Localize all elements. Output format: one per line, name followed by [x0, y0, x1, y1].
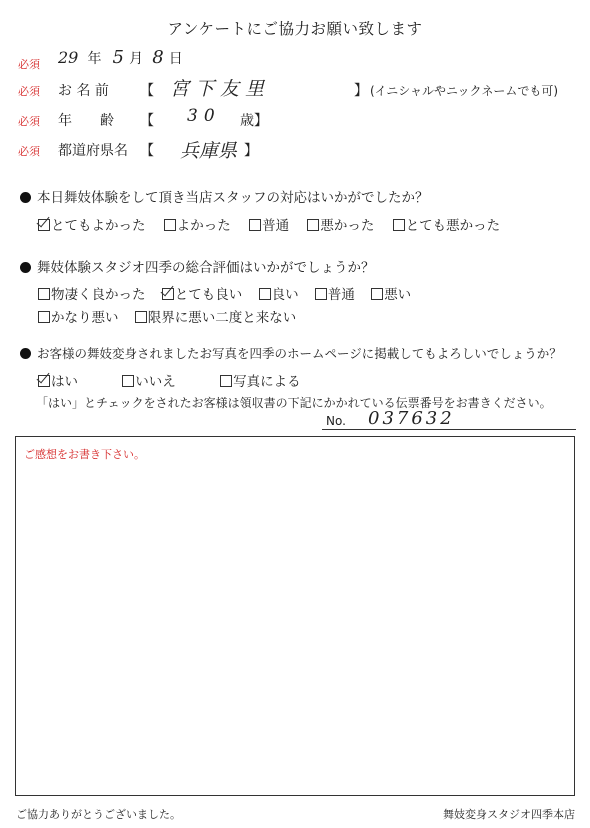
- q2-option[interactable]: 限界に悪い二度と来ない: [135, 310, 297, 326]
- q1-option[interactable]: とても悪かった: [393, 218, 501, 234]
- q1-option[interactable]: とてもよかった: [38, 218, 146, 234]
- q2-option[interactable]: 悪い: [371, 287, 411, 303]
- prefecture-bracket-close: 】: [244, 143, 258, 159]
- date-day-unit: 日: [168, 51, 183, 67]
- q1-option[interactable]: 悪かった: [307, 218, 374, 234]
- q2-option[interactable]: 良い: [259, 287, 299, 303]
- checkbox[interactable]: [249, 219, 261, 231]
- required-mark-prefecture: 必須: [18, 145, 40, 158]
- page-title: アンケートにご協力お願い致します: [167, 20, 423, 38]
- q2-question: [20, 256, 375, 276]
- required-mark-date: 必須: [18, 58, 40, 71]
- date-month-unit: 月: [129, 51, 144, 67]
- age-unit: 歳】: [240, 113, 268, 129]
- q3-option[interactable]: いいえ: [122, 374, 176, 390]
- q2-options-row1: [38, 283, 411, 303]
- bullet-icon: [20, 348, 31, 359]
- date-day-value: 8: [152, 47, 164, 68]
- checkbox[interactable]: [259, 288, 271, 300]
- q2-option[interactable]: かなり悪い: [38, 310, 119, 326]
- q1-question: [20, 186, 429, 206]
- checkbox-checked[interactable]: [38, 375, 50, 387]
- checkbox[interactable]: [38, 311, 50, 323]
- checkbox[interactable]: [122, 375, 134, 387]
- date-year-unit: 年: [87, 51, 102, 67]
- comments-textarea[interactable]: [15, 436, 575, 796]
- checkbox[interactable]: [135, 311, 147, 323]
- q3-note: 「はい」とチェックをされたお客様は領収書の下記にかかれている伝票番号をお書きください。: [36, 396, 552, 410]
- name-bracket-close: 】: [354, 83, 368, 99]
- q2-question-text: 舞妓体験スタジオ四季の総合評価はいかがでしょうか？: [37, 260, 375, 276]
- required-mark-age: 必須: [18, 115, 40, 128]
- checkbox[interactable]: [371, 288, 383, 300]
- prefecture-label: 都道府県名: [58, 143, 128, 159]
- age-bracket-open: 【: [140, 113, 154, 129]
- name-field[interactable]: 宮下友里: [170, 78, 271, 100]
- checkbox[interactable]: [220, 375, 232, 387]
- checkbox[interactable]: [38, 288, 50, 300]
- receipt-label: No.: [326, 414, 346, 428]
- comments-label: ご感想をお書き下さい。: [24, 448, 145, 461]
- q2-options-row2: [38, 306, 296, 326]
- date-year-value: 29: [58, 48, 79, 67]
- q3-option[interactable]: はい: [38, 374, 78, 390]
- checkbox-checked[interactable]: [162, 288, 174, 300]
- bullet-icon: [20, 262, 31, 273]
- q1-option[interactable]: 普通: [249, 218, 289, 234]
- footer-thanks: ご協力ありがとうございました。: [16, 808, 181, 821]
- prefecture-bracket-open: 【: [140, 143, 154, 159]
- checkbox[interactable]: [164, 219, 176, 231]
- q1-options: [38, 214, 500, 234]
- q2-option[interactable]: 普通: [315, 287, 355, 303]
- name-note: (イニシャルやニックネームでも可): [370, 84, 559, 98]
- checkbox[interactable]: [315, 288, 327, 300]
- required-mark-name: 必須: [18, 85, 40, 98]
- q3-options: [38, 370, 301, 390]
- receipt-underline: [322, 429, 576, 430]
- bullet-icon: [20, 192, 31, 203]
- date-field[interactable]: [58, 47, 183, 68]
- footer-shop-name: 舞妓変身スタジオ四季本店: [443, 808, 575, 821]
- q2-option[interactable]: とても良い: [162, 287, 243, 303]
- checkbox[interactable]: [307, 219, 319, 231]
- q1-option[interactable]: よかった: [164, 218, 231, 234]
- q1-question-text: 本日舞妓体験をして頂き当店スタッフの対応はいかがでしたか？: [37, 190, 429, 206]
- age-field[interactable]: 30: [187, 106, 221, 126]
- date-month-value: 5: [112, 47, 124, 68]
- q3-question-text: お客様の舞妓変身されましたお写真を四季のホームページに掲載してもよろしいでしょうか？: [37, 346, 562, 361]
- prefecture-field[interactable]: 兵庫県: [180, 140, 238, 162]
- q3-question: [20, 344, 562, 362]
- q3-option[interactable]: 写真による: [220, 374, 301, 390]
- receipt-number-field[interactable]: 037632: [368, 408, 455, 429]
- q2-option[interactable]: 物凄く良かった: [38, 287, 146, 303]
- checkbox-checked[interactable]: [38, 219, 50, 231]
- name-bracket-open: 【: [140, 83, 154, 99]
- name-label: お 名 前: [58, 83, 109, 99]
- checkbox[interactable]: [393, 219, 405, 231]
- age-label: 年 齢: [58, 113, 114, 129]
